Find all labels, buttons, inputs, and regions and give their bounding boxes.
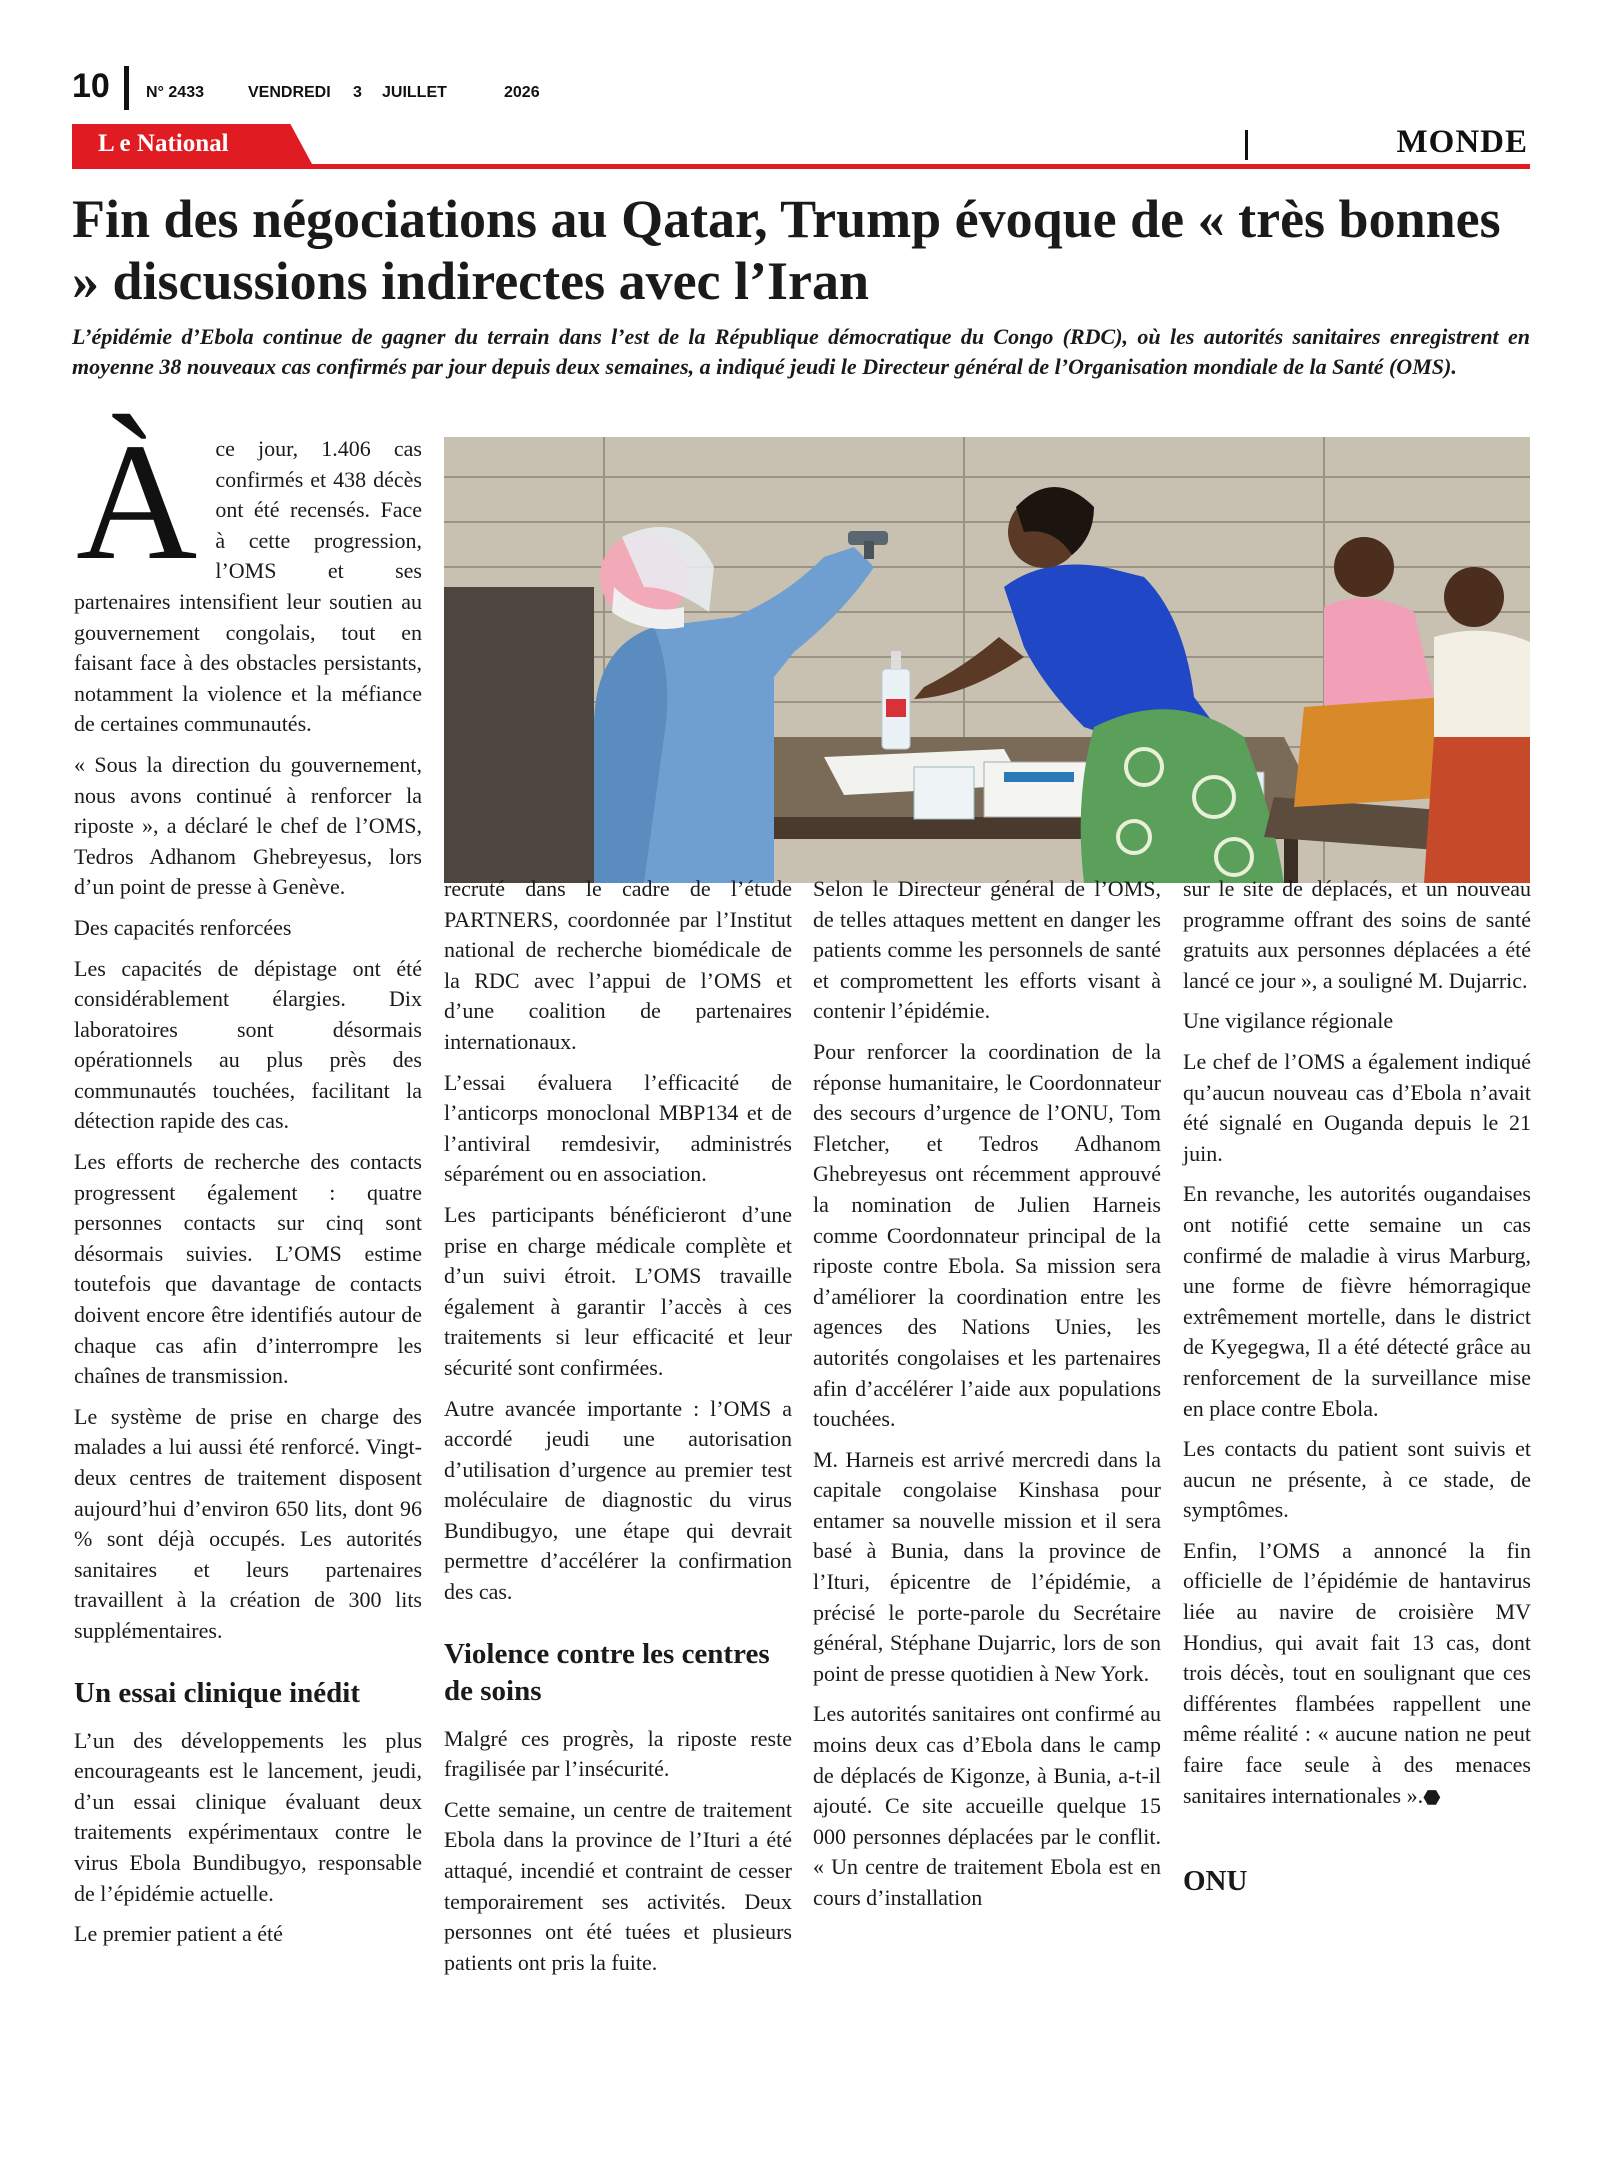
article-column-2: [444, 874, 792, 1988]
page-number: 10: [72, 67, 110, 105]
paragraph: En revanche, les autorités ougandaises ont notifié cette semaine un cas confirmé de maladie à virus Marburg, une forme de fièvre hémorragique extrêmement mortelle, dans le district de Kyegegwa, Il a été détecté grâce au renforcement de la surveillance mise en place contre Ebola.: [1183, 1181, 1531, 1421]
paragraph: L’essai évaluera l’efficacité de l’anticorps monoclonal MBP134 et de l’antiviral remdesivir, administrés séparément ou en association.: [444, 1069, 792, 1187]
article-title: Fin des négociations au Qatar, Trump évoque de « très bonnes » discussions indirectes avec l’Iran: [72, 189, 1501, 311]
issue-weekday: VENDREDI: [248, 84, 331, 101]
brand-name: L e National: [98, 130, 229, 157]
paragraph: recruté dans le cadre de l’étude PARTNERS, coordonnée par l’Institut national de recherche biomédicale de la RDC avec l’appui de l’OMS et d’une coalition de partenaires internationaux.: [444, 876, 792, 1054]
paragraph: L’un des développements les plus encourageants est le lancement, jeudi, d’un essai clinique évaluant deux traitements expérimentaux contre le virus Ebola Bundibugyo, responsable de l’épidémie actuelle.: [74, 1727, 422, 1906]
paragraph: Le système de prise en charge des malades a lui aussi été renforcé. Vingt-deux centres de traitement disposent aujourd’hui d’environ 650 lits, dont 96 % sont déjà occupés. Les autorités sanitaires et leurs partenaires travaillent à la création de 300 lits supplémentaires.: [74, 1403, 422, 1643]
paragraph: [1183, 1536, 1531, 1813]
paragraph: Les participants bénéficieront d’une prise en charge médicale complète et d’un suivi étroit. L’OMS travaille également à garantir l’accès à ces traitements si leur efficacité et leur sécurité sont confirmées.: [444, 1201, 792, 1380]
paragraph: Les capacités de dépistage ont été considérablement élargies. Dix laboratoires sont désormais opérationnels au plus près des communautés touchées, facilitant la détection rapide des cas.: [74, 955, 422, 1134]
paragraph: « Sous la direction du gouvernement, nous avons continué à renforcer la riposte », a déclaré le chef de l’OMS, Tedros Adhanom Ghebreyesus, lors d’un point de presse à Genève.: [74, 751, 422, 900]
inline-subhead: Des capacités renforcées: [74, 914, 292, 940]
end-of-article-icon: ⬣: [1423, 1786, 1441, 1809]
article-signature: ONU: [1183, 1865, 1248, 1898]
paragraph: Les autorités sanitaires ont confirmé au moins deux cas d’Ebola dans le camp de déplacés de Kigonze, à Bunia, a-t-il ajouté. Ce site accueille quelque 15 000 personnes déplacées par le conflit. « Un centre de traitement Ebola est en cours d’installation: [813, 1701, 1161, 1910]
paragraph: Pour renforcer la coordination de la réponse humanitaire, le Coordonnateur des secours d’urgence de l’ONU, Tom Fletcher, et Tedros Adhanom Ghebreyesus ont récemment approuvé la nomination de Julien Harneis comme Coordonnateur principal de la riposte contre Ebola. Sa mission sera d’améliorer la coordination entre les agences des Nations Unies, les autorités congolaises et les partenaires afin d’accélérer l’aide aux populations touchées.: [813, 1038, 1161, 1432]
paragraph-text: ce jour, 1.406 cas confirmés et 438 décès ont été recensés. Face à cette progression, l’OMS et ses partenaires intensifient leur soutien au gouvernement congolais, tout en faisant face à des obstacles persistants, notamment la violence et la méfiance de certaines communautés.: [74, 436, 422, 737]
paragraph: Malgré ces progrès, la riposte reste fragilisée par l’insécurité.: [444, 1725, 792, 1782]
article-column-3: [813, 874, 1161, 1924]
section-subhead: Un essai clinique inédit: [74, 1676, 361, 1709]
issue-month: JUILLET: [382, 84, 447, 101]
paragraph: sur le site de déplacés, et un nouveau programme offrant des soins de santé gratuits aux personnes déplacées a été lancé ce jour », a souligné M. Dujarric.: [1183, 876, 1531, 993]
article-column-4: [1183, 874, 1531, 1909]
article-column-1: [74, 409, 422, 1960]
paragraph: [74, 409, 422, 740]
section-subhead: Violence contre les centres de soins: [444, 1637, 770, 1707]
article-lead: L’épidémie d’Ebola continue de gagner du terrain dans l’est de la République démocratique du Congo (RDC), où les autorités sanitaires enregistrent en moyenne 38 nouveaux cas confirmés par jour depuis deux semaines, a indiqué jeudi le Directeur général de l’Organisation mondiale de la Santé (OMS).: [72, 324, 1530, 379]
paragraph: Le premier patient a été: [74, 1921, 283, 1947]
section-divider: [1245, 130, 1248, 160]
paragraph: Les efforts de recherche des contacts progressent également : quatre personnes contacts sur cinq sont désormais suivies. L’OMS estime toutefois que davantage de contacts doivent encore être identifiés autour de chaque cas afin d’interrompre les chaînes de transmission.: [74, 1149, 422, 1389]
page-number-divider: [124, 66, 129, 110]
header-rule: [72, 164, 1530, 169]
section-name: MONDE: [1396, 124, 1528, 160]
paragraph: Le chef de l’OMS a également indiqué qu’aucun nouveau cas d’Ebola n’avait été signalé en Ouganda depuis le 21 juin.: [1183, 1048, 1531, 1166]
paragraph: Selon le Directeur général de l’OMS, de telles attaques mettent en danger les patients comme les personnels de santé et compromettent les efforts visant à contenir l’épidémie.: [813, 876, 1161, 1024]
inline-subhead: Une vigilance régionale: [1183, 1008, 1394, 1034]
issue-year: 2026: [504, 84, 540, 101]
issue-day: 3: [353, 84, 362, 101]
paragraph: Cette semaine, un centre de traitement Ebola dans la province de l’Ituri a été attaqué, incendié et contraint de cesser temporairement ses activités. Deux personnes ont été tuées et plusieurs patients ont pris la fuite.: [444, 1796, 792, 1975]
issue-number: N° 2433: [146, 84, 204, 101]
photo-illustration: [444, 437, 1530, 883]
drop-cap: À: [76, 409, 198, 595]
paragraph: Autre avancée importante : l’OMS a accordé jeudi une autorisation d’utilisation d’urgence au premier test moléculaire de diagnostic du virus Bundibugyo, une étape qui devrait permettre d’accélérer la confirmation des cas.: [444, 1395, 792, 1605]
paragraph: M. Harneis est arrivé mercredi dans la capitale congolaise Kinshasa pour entamer sa nouvelle mission et il sera basé à Bunia, dans la province de l’Ituri, épicentre de l’épidémie, a précisé le porte-parole du Secrétaire général, Stéphane Dujarric, lors de son point de presse quotidien à New York.: [813, 1446, 1161, 1686]
article-photo: [444, 437, 1530, 883]
paragraph-text: Enfin, l’OMS a annoncé la fin officielle de l’épidémie de hantavirus liée au navire de croisière MV Hondius, qui avait fait 13 cas, dont trois décès, tout en soulignant que ces différentes flambées rappellent une même réalité : « aucune nation ne peut faire face seule à des menaces sanitaires internationales ».: [1183, 1537, 1531, 1808]
paragraph: Les contacts du patient sont suivis et aucun ne présente, à ce stade, de symptômes.: [1183, 1436, 1531, 1523]
